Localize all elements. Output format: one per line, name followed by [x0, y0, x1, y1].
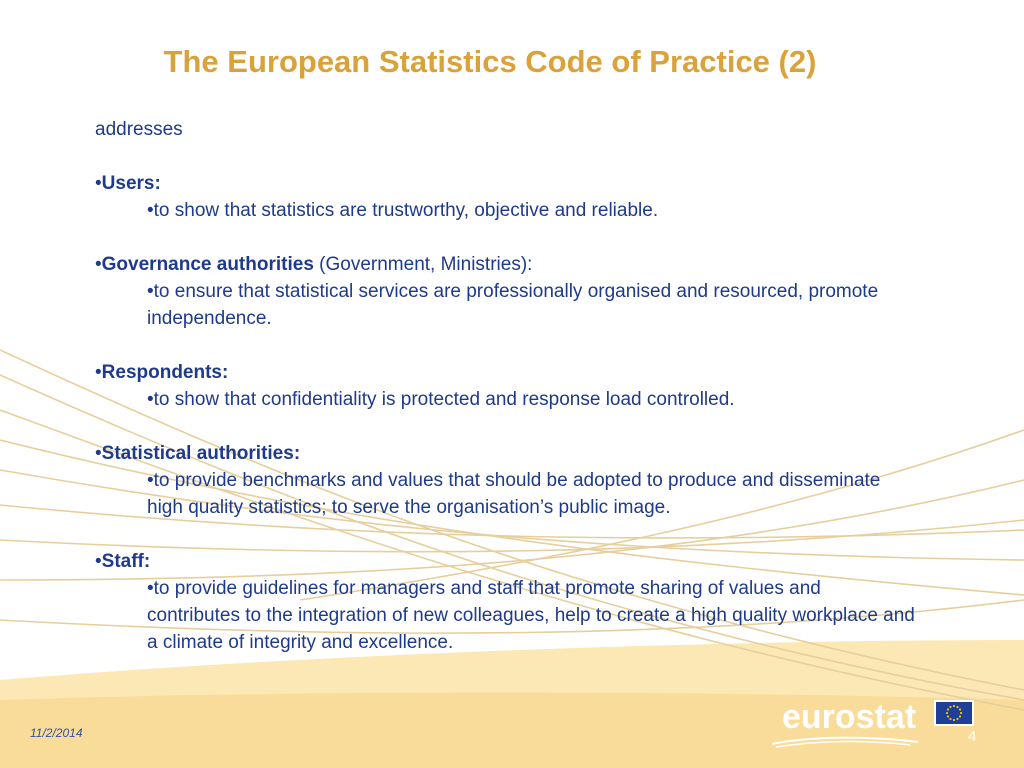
bullet-statistical-authorities: •Statistical authorities: [95, 443, 301, 464]
logo-swoosh-icon [770, 734, 920, 748]
intro-text: addresses [95, 119, 183, 140]
bullet-head: Staff: [101, 551, 151, 572]
bullet-governance: •Governance authorities (Government, Ministries): [95, 254, 533, 275]
slide-body [95, 116, 915, 656]
sub-bullet-governance: •to ensure that statistical services are professionally organised and resourced, promote independence. [147, 281, 879, 329]
sub-bullet-respondents: •to show that confidentiality is protected and response load controlled. [147, 389, 735, 410]
page-number: 4 [968, 728, 977, 745]
bullet-head: Respondents: [101, 362, 229, 383]
bullet-head: Governance authorities [101, 254, 314, 275]
bullet-staff: •Staff: [95, 551, 151, 572]
slide-title: The European Statistics Code of Practice (2) [163, 44, 817, 79]
eurostat-logo [770, 694, 980, 750]
bullet-head: Users: [101, 173, 161, 194]
sub-bullet-users: •to show that statistics are trustworthy, objective and reliable. [147, 200, 659, 221]
sub-bullet-staff: •to provide guidelines for managers and staff that promote sharing of values and contributes to the integration of new colleagues, help to create a high quality workplace and a climate of integrity and excellence. [147, 578, 915, 653]
sub-bullet-statistical-authorities: •to provide benchmarks and values that should be adopted to produce and disseminate high quality statistics; to serve the organisation’s public image. [147, 470, 881, 518]
bullet-head: Statistical authorities: [101, 443, 301, 464]
logo-text: eurostat [782, 698, 917, 736]
bullet-users: •Users: [95, 173, 161, 194]
bullet-respondents: •Respondents: [95, 362, 229, 383]
footer-date: 11/2/2014 [30, 726, 83, 740]
eu-flag-icon [934, 700, 974, 726]
